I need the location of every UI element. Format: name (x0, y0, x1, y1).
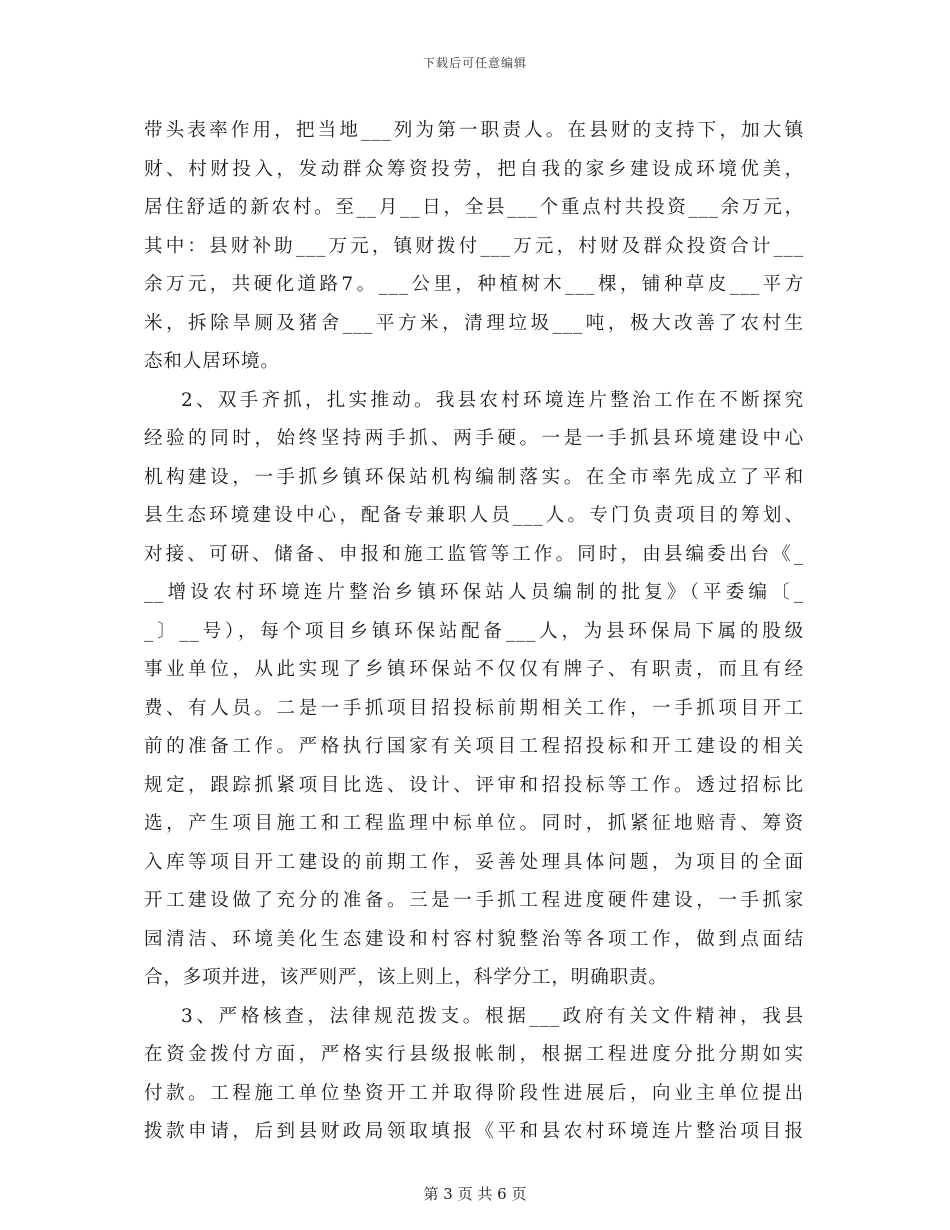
paragraph-start-line: 3、严格核查，法律规范拨支。根据___政府有关文件精神，我县 (181, 1005, 804, 1027)
text-line: 机构建设，一手抓乡镇环保站机构编制落实。在全市率先成立了平和 (144, 466, 804, 488)
text-line: 态和人居环境。 (144, 351, 280, 372)
text-line: 选，产生项目施工和工程监理中标单位。同时，抓紧征地赔青、筹资 (144, 813, 804, 834)
text-line: 规定，跟踪抓紧项目比选、设计、评审和招投标等工作。透过招标比 (144, 774, 804, 796)
text-line: 其中：县财补助___万元，镇财拨付___万元，村财及群众投资合计___ (144, 235, 804, 257)
text-line: __增设农村环境连片整治乡镇环保站人员编制的批复》（平委编〔_ (144, 582, 804, 603)
text-line: 费、有人员。二是一手抓项目招投标前期相关工作，一手抓项目开工 (144, 697, 804, 719)
text-line: 米，拆除旱厕及猪舍___平方米，清理垃圾___吨，极大改善了农村生 (144, 312, 804, 334)
text-line: 拨款申请，后到县财政局领取填报《平和县农村环境连片整治项目报 (144, 1121, 804, 1142)
page-header: 下载后可任意编辑 (422, 56, 527, 70)
document-body (144, 112, 804, 1152)
text-line: 前的准备工作。严格执行国家有关项目工程招投标和开工建设的相关 (144, 736, 804, 757)
text-line: 经验的同时，始终坚持两手抓、两手硬。一是一手抓县环境建设中心 (144, 428, 804, 449)
text-line: _〕__号），每个项目乡镇环保站配备___人，为县环保局下属的股级 (144, 620, 804, 642)
page-number: 第 3 页 共 6 页 (423, 1185, 527, 1203)
text-line: 在资金拨付方面，严格实行县级报帐制，根据工程进度分批分期如实 (144, 1044, 804, 1065)
text-line: 余万元，共硬化道路7。___公里，种植树木___棵，铺种草皮___平方 (144, 274, 804, 295)
text-line: 对接、可研、储备、申报和施工监管等工作。同时，由县编委出台《_ (144, 543, 804, 565)
text-line: 财、村财投入，发动群众筹资投劳，把自我的家乡建设成环境优美， (144, 158, 804, 180)
paragraph-start-line: 2、双手齐抓，扎实推动。我县农村环境连片整治工作在不断探究 (181, 389, 804, 411)
text-line: 居住舒适的新农村。至__月__日，全县___个重点村共投资___余万元， (144, 197, 804, 218)
text-line: 带头表率作用，把当地___列为第一职责人。在县财的支持下，加大镇 (144, 120, 804, 141)
text-line: 开工建设做了充分的准备。三是一手抓工程进度硬件建设，一手抓家 (144, 890, 804, 911)
text-line: 付款。工程施工单位垫资开工并取得阶段性进展后，向业主单位提出 (144, 1082, 804, 1104)
text-line: 县生态环境建设中心，配备专兼职人员___人。专门负责项目的筹划、 (144, 505, 804, 526)
text-line: 入库等项目开工建设的前期工作，妥善处理具体问题，为项目的全面 (144, 851, 804, 873)
text-line: 园清洁、环境美化生态建设和村容村貌整治等各项工作，做到点面结 (144, 928, 804, 950)
text-line: 事业单位，从此实现了乡镇环保站不仅仅有牌子、有职责，而且有经 (144, 659, 804, 680)
text-line: 合，多项并进，该严则严，该上则上，科学分工，明确职责。 (144, 967, 668, 988)
